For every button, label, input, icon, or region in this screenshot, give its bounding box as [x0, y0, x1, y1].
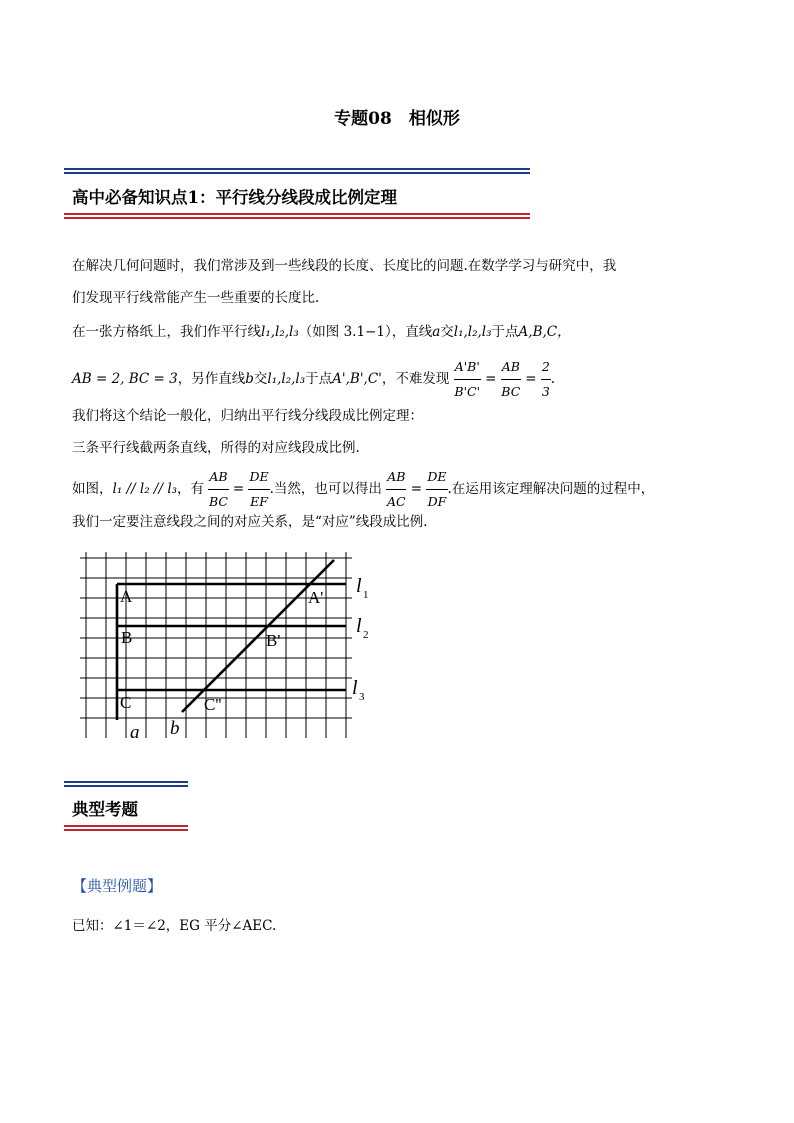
label-l3-sub: 3 — [359, 691, 365, 703]
para-line-3: 在一张方格纸上，我们作平行线l₁,l₂,l₃（如图 3.1−1），直线a交l₁,l₂,l₃于点A,B,C， — [72, 324, 571, 340]
top-rule-blue-2 — [64, 172, 530, 174]
top-rule-blue-1 — [64, 168, 530, 170]
fraction-a-prime: $\frac{A'B'}{B'C'}$ — [454, 356, 481, 403]
label-l1: l — [356, 575, 362, 597]
section-heading-2: 典型考题 — [72, 800, 138, 819]
fraction-de-ef: $\frac{DE}{EF}$ — [248, 466, 269, 513]
bottom-rule-red-1 — [64, 213, 530, 215]
label-A: A — [120, 587, 133, 606]
label-A-prime: A' — [308, 588, 324, 607]
para-line-4: AB = 2, BC = 3，另作直线b交l₁,l₂,l₃于点A',B',C'，不难发现 $\frac{A'B'}{B'C'}$ = $\frac{AB}{BC}$ = $\frac{2}{3}$ . — [72, 356, 555, 403]
sec2-rule-blue-2 — [64, 785, 188, 787]
label-C: C — [120, 693, 132, 712]
label-l3: l — [352, 677, 358, 699]
label-a: a — [130, 722, 140, 743]
fraction-de-df: $\frac{DE}{DF}$ — [426, 466, 447, 513]
fraction-ab-bc-2: $\frac{AB}{BC}$ — [208, 466, 228, 513]
label-B-prime: B' — [266, 631, 281, 650]
bracket-close: 】 — [147, 877, 163, 895]
fraction-ab-ac: $\frac{AB}{AC}$ — [386, 466, 406, 513]
parallel-lines-figure — [72, 548, 392, 748]
para-line-2: 们发现平行线常能产生一些重要的长度比. — [72, 290, 320, 306]
fraction-ab-bc: $\frac{AB}{BC}$ — [501, 356, 521, 403]
sec2-rule-red-1 — [64, 825, 188, 827]
example-title: 典型例题 — [87, 877, 148, 895]
label-l1-sub: 1 — [363, 589, 369, 601]
para-line-8: 我们一定要注意线段之间的对应关系，是“对应”线段成比例. — [72, 514, 428, 530]
label-l2: l — [356, 615, 362, 637]
sec2-rule-blue-1 — [64, 781, 188, 783]
page-title: 专题08 相似形 — [334, 109, 460, 129]
para-line-1: 在解决几何问题时，我们常涉及到一些线段的长度、长度比的问题.在数学学习与研究中，我 — [72, 258, 617, 274]
label-C-prime: C'' — [204, 695, 222, 714]
label-b: b — [170, 718, 180, 739]
bottom-rule-red-2 — [64, 217, 530, 219]
para-line-7: 如图，l₁ // l₂ // l₃，有 $\frac{AB}{BC}$ = $\frac{DE}{EF}$ .当然，也可以得出 $\frac{AB}{AC}$ = $\frac{DE}{DF}$ .在运用该定理解决问题的过程中， — [72, 466, 654, 513]
para-line-5: 我们将这个结论一般化，归纳出平行线分线段成比例定理： — [72, 408, 423, 424]
section-heading-1: 高中必备知识点1：平行线分线段成比例定理 — [72, 188, 397, 207]
label-l2-sub: 2 — [363, 629, 369, 641]
bracket-open: 【 — [72, 877, 88, 895]
example-heading — [72, 875, 162, 896]
example-given: 已知：∠1＝∠2，EG 平分∠AEC. — [72, 918, 277, 934]
fraction-2-3: $\frac{2}{3}$ — [541, 356, 551, 403]
label-B: B — [121, 628, 133, 647]
sec2-rule-red-2 — [64, 829, 188, 831]
thick-lines — [117, 560, 346, 720]
para-line-6: 三条平行线截两条直线，所得的对应线段成比例. — [72, 440, 360, 456]
